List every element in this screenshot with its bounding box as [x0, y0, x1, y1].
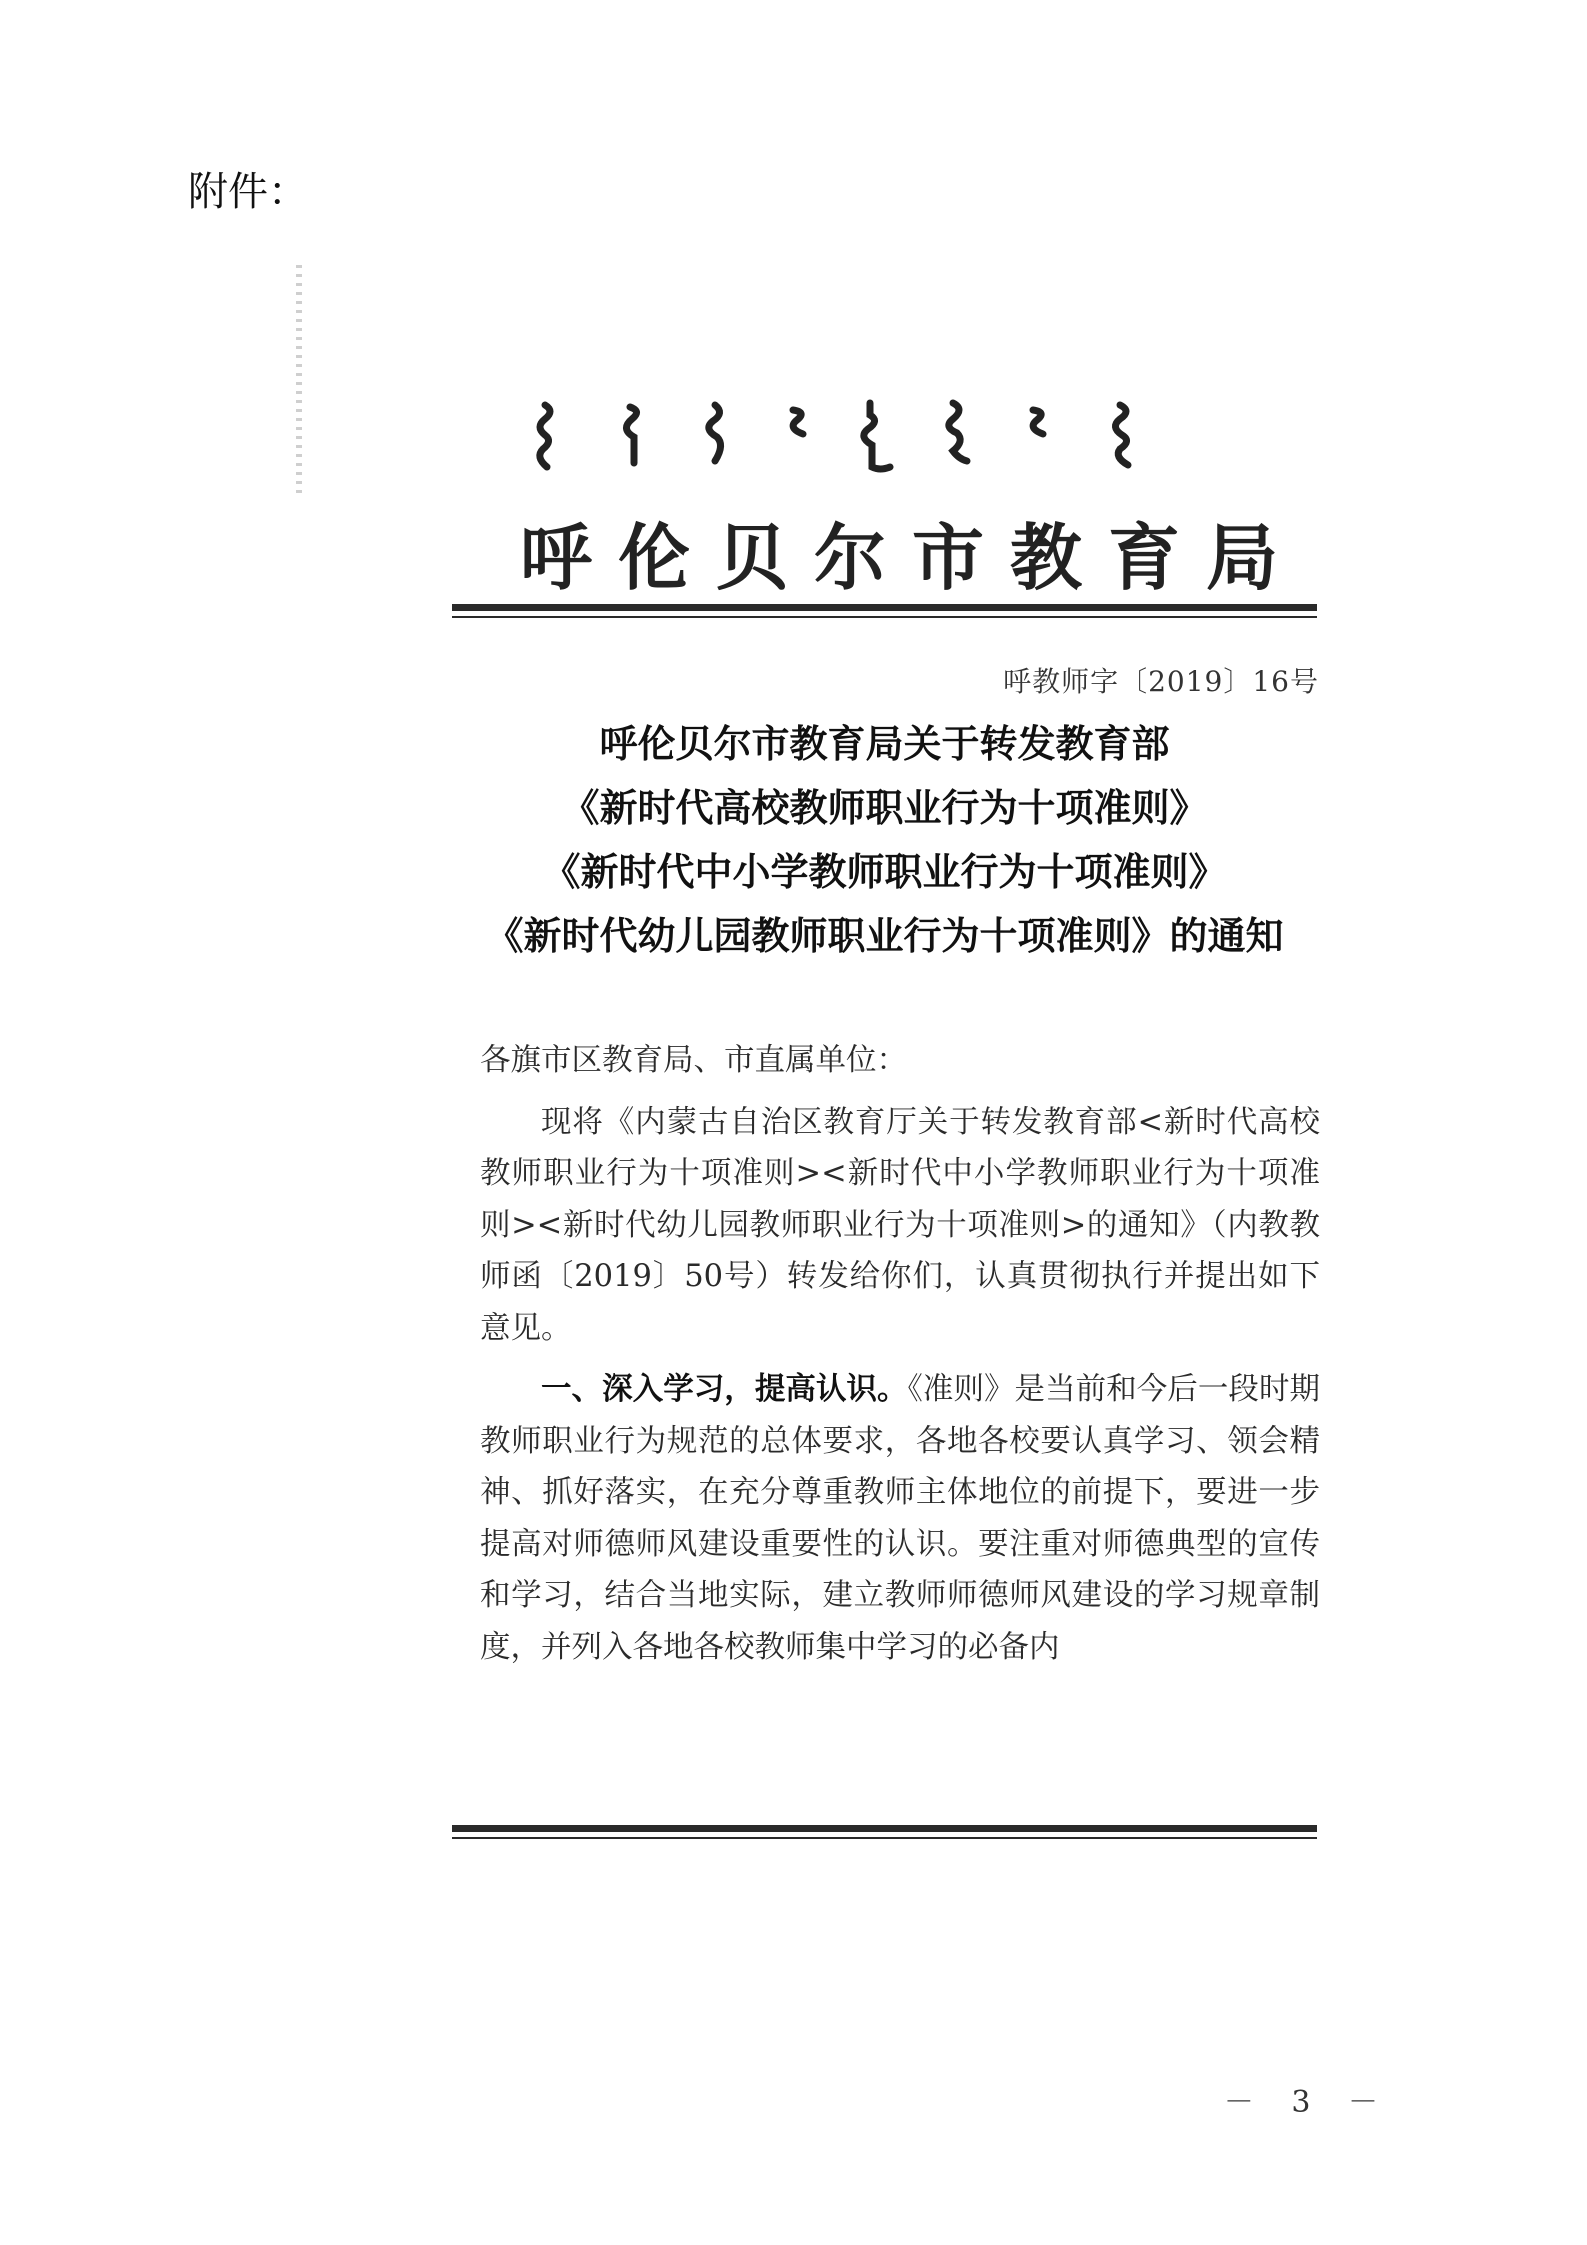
document-number: 呼教师字〔2019〕16号	[1003, 665, 1319, 698]
letterhead-rule-bottom	[452, 1825, 1317, 1839]
title-line: 呼伦贝尔市教育局关于转发教育部	[599, 722, 1170, 766]
letterhead-title: 呼伦贝尔市教育局	[520, 515, 1305, 600]
document-body	[480, 1035, 1320, 1683]
title-line: 《新时代高校教师职业行为十项准则》	[561, 786, 1208, 830]
salutation: 各旗市区教育局、市直属单位：	[480, 1043, 907, 1078]
paragraph-text: 《准则》是当前和今后一段时期教师职业行为规范的总体要求，各地各校要认真学习、领会精神、抓好落实，在充分尊重教师主体地位的前提下，要进一步提高对师德师风建设重要性的认识。要注重对师德典型的宣传和学习，结合当地实际，建立教师师德师风建设的学习规章制度，并列入各地各校教师集中学习的必备内	[480, 1372, 1321, 1665]
document-title	[452, 712, 1317, 968]
scan-edge-artifact	[296, 265, 302, 495]
title-line: 《新时代中小学教师职业行为十项准则》	[542, 850, 1227, 894]
letterhead-rule-top	[452, 604, 1317, 618]
page-number: － 3 －	[1223, 2085, 1392, 2120]
section-heading: 一、深入学习，提高认识。	[541, 1372, 908, 1407]
paragraph	[480, 1364, 1320, 1673]
mongolian-script-emblem	[525, 395, 1245, 475]
paragraph: 现将《内蒙古自治区教育厅关于转发教育部<新时代高校教师职业行为十项准则><新时代中小学教师职业行为十项准则><新时代幼儿园教师职业行为十项准则>的通知》（内教教师函〔2019〕50号）转发给你们，认真贯彻执行并提出如下意见。	[480, 1104, 1320, 1346]
attachment-label: 附件：	[188, 169, 308, 215]
title-line: 《新时代幼儿园教师职业行为十项准则》的通知	[485, 914, 1284, 958]
